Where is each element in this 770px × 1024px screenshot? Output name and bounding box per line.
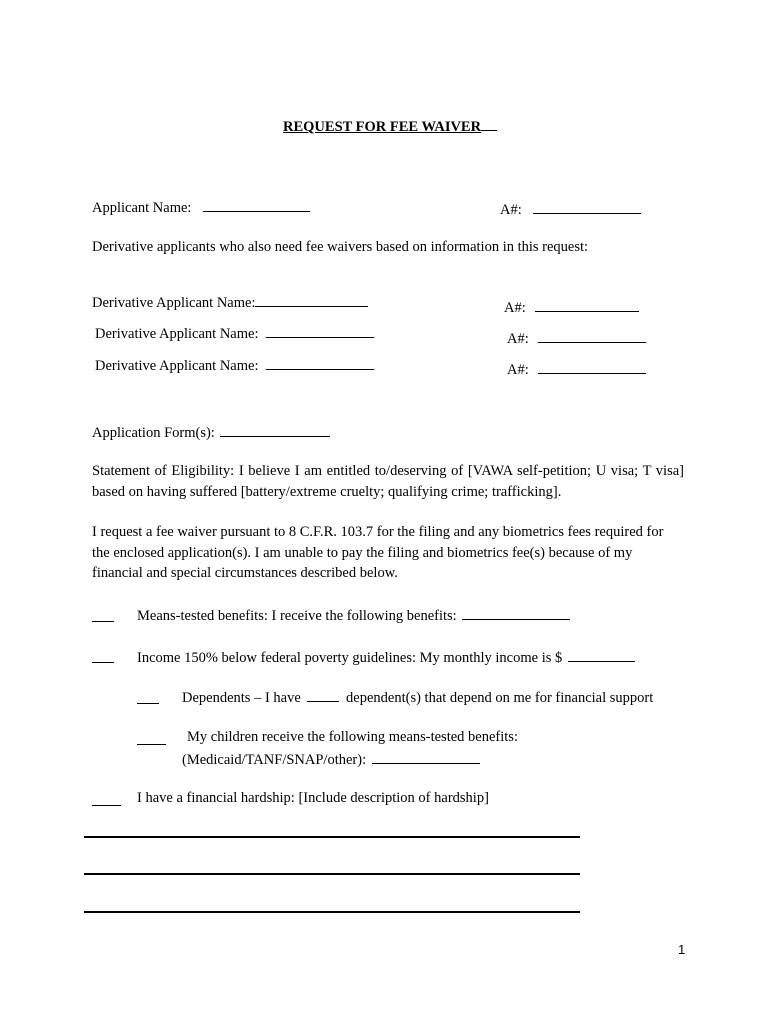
- children-benefits-checkbox[interactable]: [137, 730, 166, 745]
- derivative-anum-label: A#:: [507, 331, 529, 347]
- derivative-anum-field[interactable]: [538, 328, 646, 343]
- hardship-label: I have a financial hardship: [Include description of hardship]: [137, 790, 489, 806]
- derivative-name-label: Derivative Applicant Name:: [92, 295, 256, 311]
- derivative-anum-row: [507, 359, 646, 379]
- applicant-anum-field[interactable]: [533, 199, 641, 214]
- children-benefits-line1: My children receive the following means-tested benefits:: [187, 729, 518, 745]
- derivative-name-row: [95, 323, 374, 343]
- derivative-name-field[interactable]: [266, 355, 374, 370]
- hardship-description-line[interactable]: [84, 836, 580, 838]
- derivative-anum-label: A#:: [504, 300, 526, 316]
- derivative-anum-field[interactable]: [535, 297, 639, 312]
- derivative-anum-row: [504, 297, 639, 317]
- applicant-name-field[interactable]: [203, 197, 310, 212]
- derivative-anum-field[interactable]: [538, 359, 646, 374]
- derivative-name-row: [95, 355, 374, 375]
- income-row: [137, 647, 635, 667]
- income-field[interactable]: [568, 647, 635, 662]
- derivative-name-row: [92, 292, 368, 312]
- application-forms-label: Application Form(s):: [92, 425, 215, 441]
- derivative-name-label: Derivative Applicant Name:: [95, 326, 259, 342]
- dependents-row: [182, 687, 653, 707]
- children-benefits-label: (Medicaid/TANF/SNAP/other):: [182, 752, 367, 768]
- income-label: Income 150% below federal poverty guidelines: My monthly income is $: [137, 650, 563, 666]
- derivative-anum-row: [507, 328, 646, 348]
- derivative-anum-label: A#:: [507, 362, 529, 378]
- hardship-checkbox[interactable]: [92, 791, 121, 806]
- applicant-name-row: [92, 197, 310, 217]
- dependents-label-before: Dependents – I have: [182, 690, 301, 706]
- income-checkbox[interactable]: [92, 648, 114, 663]
- application-forms-field[interactable]: [220, 422, 330, 437]
- derivative-intro: Derivative applicants who also need fee waivers based on information in this request:: [92, 239, 589, 255]
- means-tested-checkbox[interactable]: [92, 607, 114, 622]
- dependents-label-after: dependent(s) that depend on me for financial support: [346, 690, 654, 706]
- request-paragraph: I request a fee waiver pursuant to 8 C.F.R. 103.7 for the filing and any biometrics fees required for the enclosed application(s). I am unable to pay the filing and biometrics fee(s) because of my financial and special circumstances described below.: [92, 524, 664, 581]
- derivative-name-field[interactable]: [255, 292, 368, 307]
- dependents-checkbox[interactable]: [137, 689, 159, 704]
- applicant-anum-label: A#:: [500, 202, 522, 218]
- page-title: REQUEST FOR FEE WAIVER: [283, 118, 497, 136]
- means-tested-row: [137, 605, 570, 625]
- children-benefits-field[interactable]: [372, 749, 480, 764]
- eligibility-statement: Statement of Eligibility: I believe I am entitled to/deserving of [VAWA self-petition; U visa; T visa] based on having suffered [battery/extreme cruelty; qualifying crime; trafficking].: [92, 463, 684, 500]
- applicant-anum-row: [500, 199, 641, 219]
- means-tested-field[interactable]: [462, 605, 570, 620]
- derivative-name-field[interactable]: [266, 323, 374, 338]
- means-tested-label: Means-tested benefits: I receive the following benefits:: [137, 608, 457, 624]
- application-forms-row: [92, 422, 330, 442]
- hardship-description-line[interactable]: [84, 911, 580, 913]
- dependents-count-field[interactable]: [307, 687, 339, 702]
- applicant-name-label: Applicant Name:: [92, 200, 192, 216]
- derivative-name-label: Derivative Applicant Name:: [95, 358, 259, 374]
- hardship-description-line[interactable]: [84, 873, 580, 875]
- children-benefits-line2: [182, 749, 480, 769]
- page-number: 1: [678, 942, 686, 957]
